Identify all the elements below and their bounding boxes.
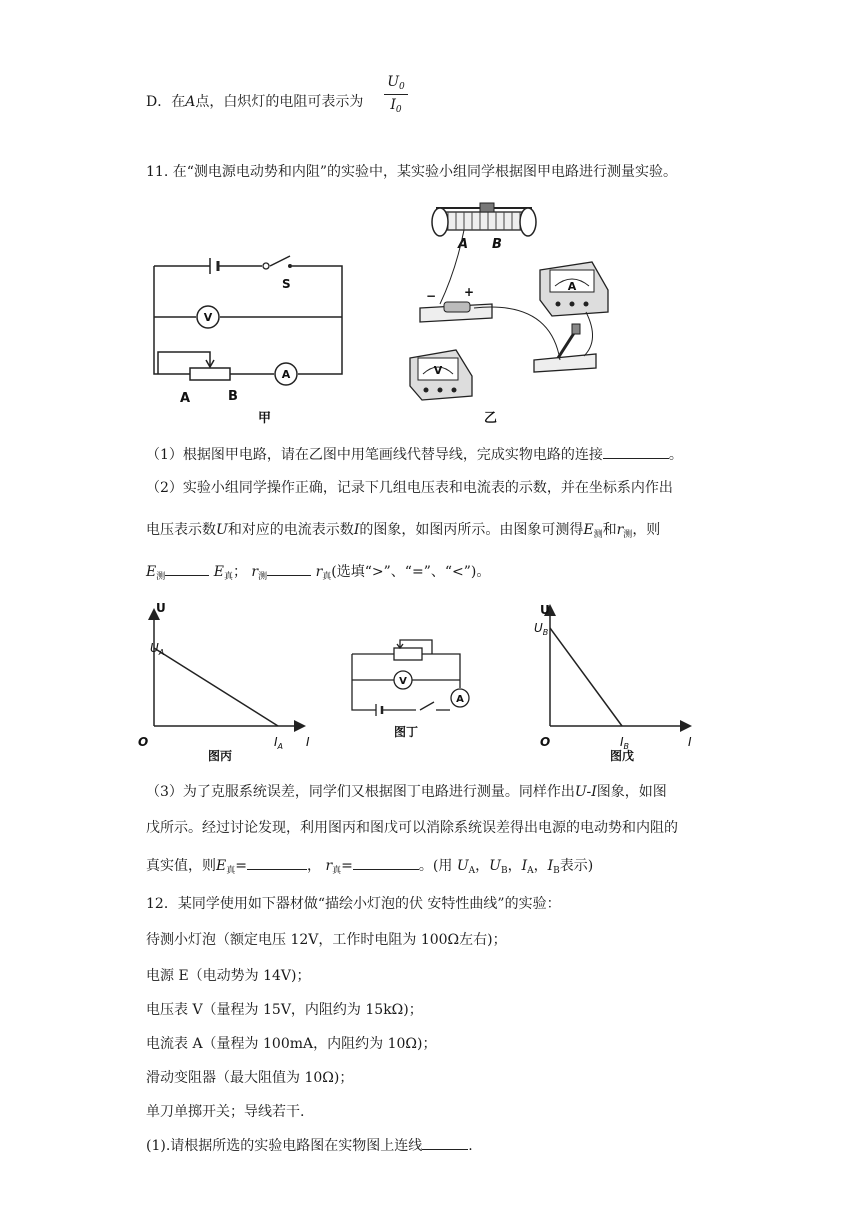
q11-part3-line1: （3）为了克服系统误差，同学们又根据图丁电路进行测量。同样作出U-I图象，如图: [146, 784, 667, 800]
figure-ding-circuit: [346, 636, 476, 756]
rheostat-icon: [432, 203, 536, 236]
q12-item: 单刀单掷开关；导线若干.: [146, 1104, 305, 1120]
q11-part2-line1: （2）实验小组同学操作正确，记录下几组电压表和电流表的示数，并在坐标系内作出: [146, 480, 673, 496]
wu-u-axis: U: [540, 603, 550, 617]
jia-caption: 甲: [258, 411, 272, 426]
q12-item: 电源 E（电动势为 14V)；: [146, 968, 311, 984]
wu-caption: 图戊: [610, 749, 635, 763]
ding-ammeter-label: A: [456, 694, 464, 705]
figure-jia-circuit: [140, 250, 360, 430]
bing-line: [154, 648, 278, 726]
wu-ub: $U_B$: [534, 621, 549, 637]
wu-ib: $I_B$: [620, 735, 630, 751]
q11-part1: （1）根据图甲电路，请在乙图中用笔画线代替导线，完成实物电路的连接 。: [146, 447, 683, 463]
ding-voltmeter-label: V: [399, 676, 407, 687]
bing-u-axis: U: [156, 601, 166, 615]
bing-ia: $I_A$: [274, 735, 284, 751]
q11-title: 11. 在“测电源电动势和内阻”的实验中，某实验小组同学根据图甲电路进行测量实验。: [146, 164, 678, 180]
yi-rheostat-a: A: [458, 237, 469, 252]
yi-caption: 乙: [484, 411, 498, 426]
figure-yi-apparatus: [400, 200, 620, 425]
q12-title: 12．某同学使用如下器材做“描绘小灯泡的伏 安特性曲线”的实验：: [146, 896, 561, 912]
yi-voltmeter-label: V: [433, 364, 443, 377]
wu-i-axis: I: [688, 735, 692, 749]
bing-i-axis: I: [306, 735, 310, 749]
figure-bing-graph: [138, 600, 320, 770]
q11-part3-line3: 真实值，则$E_真=$ ， $r_真=$ 。(用 $U_A$，$U_B$，$I_A$，$I_B$表示): [146, 858, 594, 876]
wu-origin: O: [540, 735, 551, 749]
ding-caption: 图丁: [394, 725, 419, 739]
figure-wu-graph: [534, 600, 716, 770]
jia-switch-label: S: [282, 277, 291, 291]
option-d: D．在A点，白炽灯的电阻可表示为: [146, 94, 364, 110]
q11-part2-line2: 电压表示数U和对应的电流表示数I的图象，如图丙所示。由图象可测得$E_测$和$r_测$，则: [146, 522, 661, 540]
q12-item: 电压表 V（量程为 15V，内阻约为 15kΩ)；: [146, 1002, 423, 1018]
bing-origin: O: [138, 735, 149, 749]
yi-minus: −: [426, 289, 437, 303]
q11-part3-line2: 戊所示。经过讨论发现，利用图丙和图戊可以消除系统误差得出电源的电动势和内阻的: [146, 820, 678, 836]
battery-icon: [420, 302, 492, 322]
jia-end-b: B: [228, 389, 238, 404]
jia-end-a: A: [180, 391, 191, 406]
option-d-fraction: $U_0$ $I_0$: [384, 74, 408, 115]
q11-part2-line3: $E_测$ $E_真$； $r_测$ $r_真$(选填“>”、“=”、“<”)。: [146, 564, 491, 582]
q12-item: 滑动变阻器（最大阻值为 10Ω)；: [146, 1070, 354, 1086]
yi-rheostat-b: B: [492, 237, 502, 252]
yi-plus: +: [464, 285, 475, 299]
jia-ammeter-label: A: [281, 368, 291, 381]
wu-line: [550, 628, 622, 726]
q12-item: 待测小灯泡（额定电压 12V，工作时电阻为 100Ω左右)；: [146, 932, 507, 948]
bing-caption: 图丙: [208, 749, 233, 763]
q12-sub1: (1).请根据所选的实验电路图在实物图上连线 .: [146, 1138, 473, 1154]
q12-item: 电流表 A（量程为 100mA，内阻约为 10Ω)；: [146, 1036, 437, 1052]
jia-voltmeter-label: V: [203, 311, 213, 324]
switch-icon: [534, 324, 596, 372]
bing-ua: $U_A$: [150, 641, 165, 657]
yi-ammeter-label: A: [567, 280, 577, 293]
